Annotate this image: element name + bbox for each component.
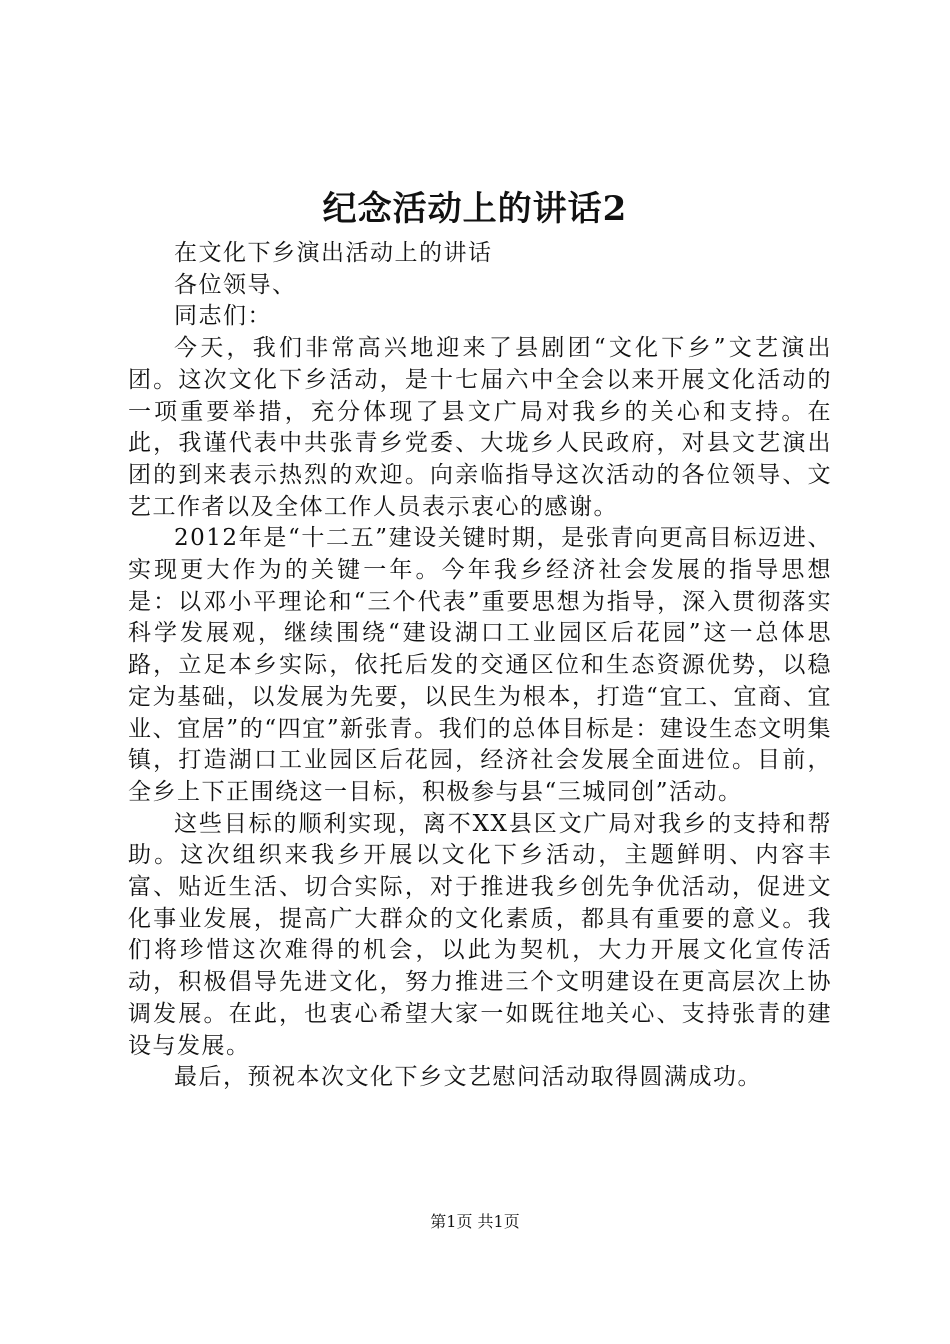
page-number-footer: 第1页 共1页 (430, 1212, 520, 1231)
speech-heading: 在文化下乡演出活动上的讲话 (174, 240, 493, 266)
paragraph-goals: 2012年是“十二五”建设关键时期，是张青向更高目标迈进、实现更大作为的关键一年。今年我乡经济社会发展的指导思想是：以邓小平理论和“三个代表”重要思想为指导，深入贯彻落实科学发展观，继续围绕“建设湖口工业园区后花园”这一总体思路，立足本乡实际，依托后发的交通区位和生态资源优势，以稳定为基础，以发展为先要，以民生为根本，打造“宜工、宜商、宜业、宜居”的“四宜”新张青。我们的总体目标是：建设生态文明集镇，打造湖口工业园区后花园，经济社会发展全面进位。目前，全乡上下正围绕这一目标，积极参与县“三城同创”活动。 (128, 525, 832, 805)
paragraph-support: 这些目标的顺利实现，离不XX县区文广局对我乡的支持和帮助。这次组织来我乡开展以文化下乡活动，主题鲜明、内容丰富、贴近生活、切合实际，对于推进我乡创先争优活动，促进文化事业发展，提高广大群众的文化素质，都具有重要的意义。我们将珍惜这次难得的机会，以此为契机，大力开展文化宣传活动，积极倡导先进文化，努力推进三个文明建设在更高层次上协调发展。在此，也衷心希望大家一如既往地关心、支持张青的建设与发展。 (128, 810, 832, 1059)
paragraph-welcome: 今天，我们非常高兴地迎来了县剧团“文化下乡”文艺演出团。这次文化下乡活动，是十七届六中全会以来开展文化活动的一项重要举措，充分体现了县文广局对我乡的关心和支持。在此，我谨代表中共张青乡党委、大垅乡人民政府，对县文艺演出团的到来表示热烈的欢迎。向亲临指导这次活动的各位领导、文艺工作者以及全体工作人员表示衷心的感谢。 (128, 335, 832, 520)
paragraph-closing: 最后，预祝本次文化下乡文艺慰问活动取得圆满成功。 (174, 1064, 762, 1091)
document-body (128, 238, 832, 1094)
document-title: 纪念活动上的讲话2 (322, 189, 628, 229)
salutation-comrades: 同志们： (174, 303, 272, 330)
salutation-leaders: 各位领导、 (174, 271, 297, 298)
